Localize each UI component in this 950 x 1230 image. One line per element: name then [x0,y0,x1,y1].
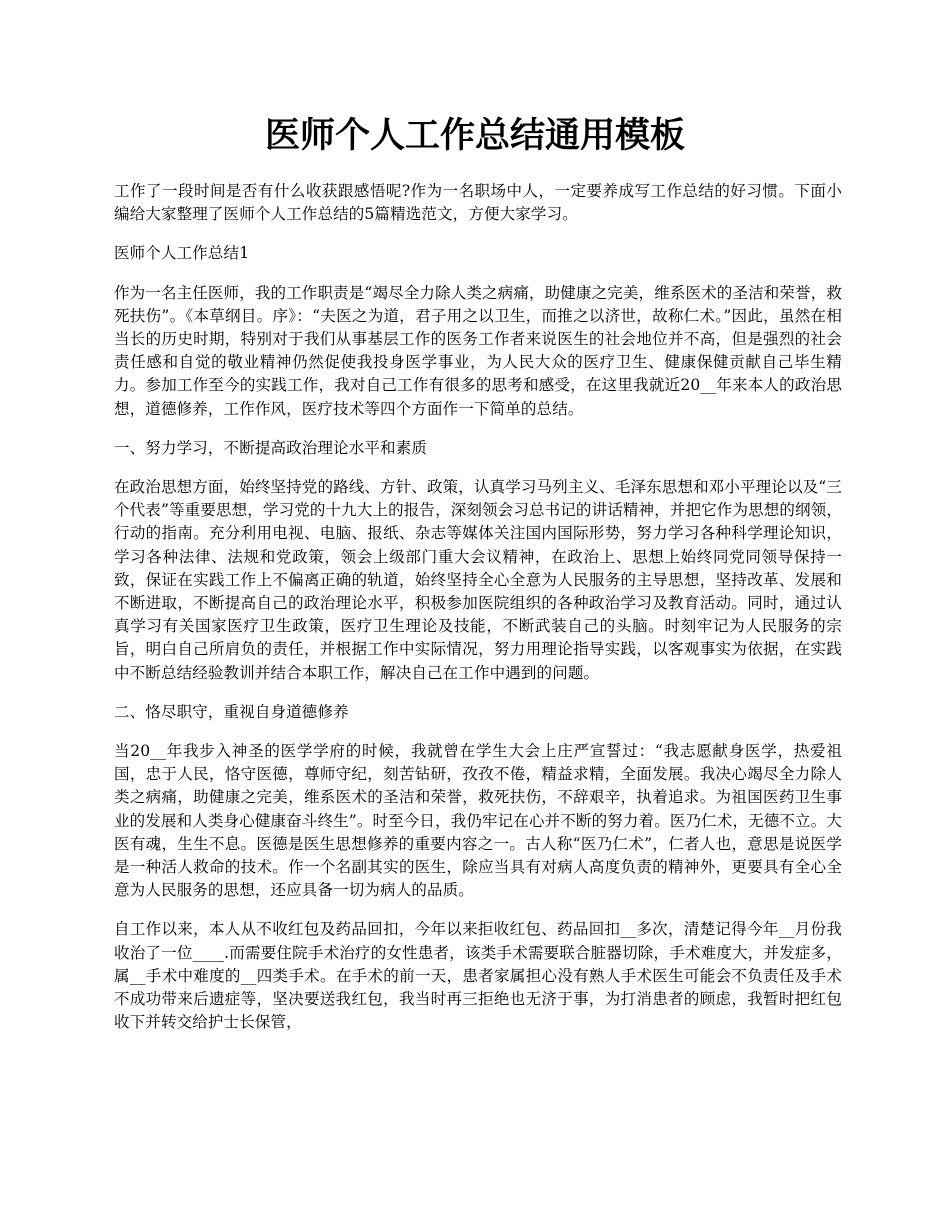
section-heading-political-study: 一、努力学习，不断提高政治理论水平和素质 [114,438,428,457]
body-paragraph: 在政治思想方面，始终坚持党的路线、方针、政策，认真学习马列主义、毛泽东思想和邓小平理论以及“三个代表”等重要思想，学习党的十九大上的报告，深刻领会习总书记的讲话精神，并把它作为思想的纲领，行动的指南。充分利用电视、电脑、报纸、杂志等媒体关注国内国际形势，努力学习各种科学理论知识，学习各种法律、法规和党政策，领会上级部门重大会议精神，在政治上、思想上始终同党同领导保持一致，保证在实践工作上不偏离正确的轨道，始终坚持全心全意为人民服务的主导思想，坚持改革、发展和不断进取，不断提高自己的政治理论水平，积极参加医院组织的各种政治学习及教育活动。同时，通过认真学习有关国家医疗卫生政策，医疗卫生理论及技能，不断武装自己的头脑。时刻牢记为人民服务的宗旨，明白自己所肩负的责任，并根据工作中实际情况，努力用理论指导实践，以客观事实为依据，在实践中不断总结经验教训并结合本职工作，解决自己在工作中遇到的问题。 [114,478,842,682]
body-paragraph: 作为一名主任医师，我的工作职责是“竭尽全力除人类之病痛，助健康之完美，维系医术的圣洁和荣誉，救死扶伤”。《本草纲目。序》：“夫医之为道，君子用之以卫生，而推之以济世，故称仁术。”因此，虽然在相当长的历史时期，特别对于我们从事基层工作的医务工作者来说医生的社会地位并不高，但是强烈的社会责任感和自觉的敬业精神仍然促使我投身医学事业，为人民大众的医疗卫生、健康保健贡献自己毕生精力。参加工作至今的实践工作，我对自己工作有很多的思考和感受，在这里我就近20__年来本人的政治思想，道德修养，工作作风，医疗技术等四个方面作一下简单的总结。 [114,283,842,418]
body-paragraph: 当20__年我步入神圣的医学学府的时候，我就曾在学生大会上庄严宣誓过：“我志愿献身医学，热爱祖国，忠于人民，恪守医德，尊师守纪，刻苦钻研，孜孜不倦，精益求精，全面发展。我决心竭尽全力除人类之病痛，助健康之完美，维系医术的圣洁和荣誉，救死扶伤，不辞艰辛，执着追求。为祖国医药卫生事业的发展和人类身心健康奋斗终生”。时至今日，我仍牢记在心并不断的努力着。医乃仁术，无德不立。大医有魂，生生不息。医德是医生思想修养的重要内容之一。古人称“医乃仁术”，仁者人也，意思是说医学是一种活人救命的技术。作一个名副其实的医生，除应当具有对病人高度负责的精神外，更要具有全心全意为人民服务的思想，还应具备一切为病人的品质。 [114,742,842,900]
body-paragraph: 自工作以来，本人从不收红包及药品回扣，今年以来拒收红包、药品回扣__多次，清楚记得今年__月份我收治了一位____.而需要住院手术治疗的女性患者，该类手术需要联合脏器切除，手术难度大，并发症多，属__手术中难度的__四类手术。在手术的前一天，患者家属担心没有熟人手术医生可能会不负责任及手术不成功带来后遗症等，坚决要送我红包，我当时再三拒绝也无济于事，为打消患者的顾虑，我暂时把红包收下并转交给护士长保管， [114,920,842,1032]
section-heading-summary-1: 医师个人工作总结1 [114,244,250,263]
document-title: 医师个人工作总结通用模板 [264,115,685,156]
section-heading-moral-cultivation: 二、恪尽职守，重视自身道德修养 [114,702,349,721]
document-body [114,180,842,1051]
intro-paragraph: 工作了一段时间是否有什么收获跟感悟呢?作为一名职场中人，一定要养成写工作总结的好习惯。下面小编给大家整理了医师个人工作总结的5篇精选范文，方便大家学习。 [114,182,842,224]
